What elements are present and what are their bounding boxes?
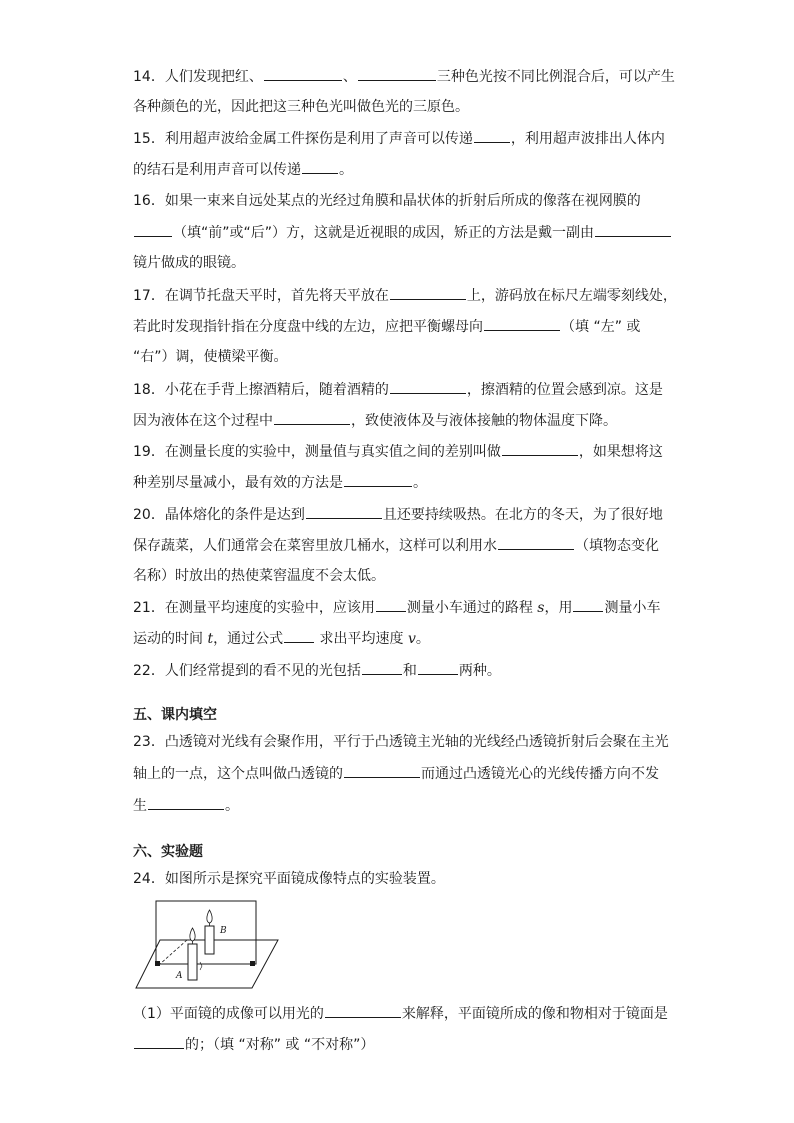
text: 测量小车: [604, 600, 661, 616]
question-14-line-2: [133, 97, 673, 117]
text: ，如果想将这: [578, 444, 663, 460]
answer-blank[interactable]: [344, 472, 412, 487]
question-21-line-2: [133, 628, 673, 649]
answer-blank[interactable]: [498, 535, 574, 550]
question-24-part-1-line-1: [133, 1003, 673, 1024]
text: 镜片做成的眼镜。: [133, 255, 245, 271]
text: 17．在调节托盘天平时，首先将天平放在: [133, 288, 389, 304]
text: ，擦酒精的位置会感到凉。这是: [466, 382, 663, 398]
text: 因为液体在这个过程中: [133, 413, 273, 429]
section-heading-5: [133, 705, 673, 725]
text: 。: [225, 798, 239, 814]
text: ，利用超声波排出人体内: [510, 131, 665, 147]
text: （填物态变化: [575, 538, 659, 554]
text: 若此时发现指针指在分度盘中线的左边，应把平衡螺母向: [133, 319, 483, 335]
question-22-line-1: [133, 660, 673, 681]
text: 生: [133, 798, 147, 814]
candle-a: [188, 944, 197, 980]
answer-blank[interactable]: [573, 597, 603, 612]
text: 16．如果一束来自远处某点的光经过角膜和晶状体的折射后所成的像落在视网膜的: [133, 193, 641, 209]
text: 运动的时间: [133, 631, 203, 647]
plane-mirror-apparatus-figure: [132, 896, 282, 992]
text: 三种色光按不同比例混合后，可以产生: [436, 69, 675, 85]
answer-blank[interactable]: [325, 1003, 401, 1018]
question-17-line-2: [133, 316, 673, 337]
candle-b: [205, 926, 214, 954]
answer-blank[interactable]: [148, 795, 224, 810]
text: 各种颜色的光，因此把这三种色光叫做色光的三原色。: [133, 99, 469, 115]
question-17-line-3: [133, 347, 673, 367]
right-clamp: [250, 961, 255, 966]
answer-blank[interactable]: [264, 66, 342, 81]
answer-blank[interactable]: [134, 222, 172, 237]
answer-blank[interactable]: [390, 379, 466, 394]
text: 22．人们经常提到的看不见的光包括: [133, 663, 361, 679]
text: 23．凸透镜对光线有会聚作用，平行于凸透镜主光轴的光线经凸透镜折射后会聚在主光: [133, 734, 669, 750]
text: （1）平面镜的成像可以用光的: [133, 1006, 324, 1022]
text: 的结石是利用声音可以传递: [133, 162, 301, 178]
question-16-line-3: [133, 253, 673, 273]
text: 15．利用超声波给金属工件探伤是利用了声音可以传递: [133, 131, 473, 147]
question-17-line-1: [133, 285, 677, 306]
answer-blank[interactable]: [344, 763, 420, 778]
text: 24．如图所示是探究平面镜成像特点的实验装置。: [133, 871, 445, 887]
question-14-line-1: [133, 66, 673, 87]
variable-v: v: [408, 631, 416, 647]
answer-blank[interactable]: [418, 660, 458, 675]
left-clamp: [155, 961, 160, 966]
text: 上，游码放在标尺左端零刻线处，: [466, 288, 677, 304]
answer-blank[interactable]: [474, 128, 510, 143]
text: 而通过凸透镜光心的光线传播方向不发: [421, 766, 659, 782]
text: 20．晶体熔化的条件是达到: [133, 507, 305, 523]
variable-s: s: [537, 600, 545, 616]
question-24-part-1-line-2: [133, 1034, 673, 1055]
label-a: A: [176, 971, 183, 981]
text: 种差别尽量减小，最有效的方法是: [133, 475, 343, 491]
text: ，用: [544, 600, 573, 616]
text: （填“前”或“后”）方，这就是近视眼的成因，矫正的方法是戴一副由: [173, 225, 595, 241]
candle-b-flame: [207, 910, 212, 923]
text: 、: [342, 69, 357, 85]
text: 求出平均速度: [319, 631, 404, 647]
answer-blank[interactable]: [502, 441, 578, 456]
text: 测量小车通过的路程: [406, 600, 533, 616]
text: ，通过公式: [213, 631, 284, 647]
text: 轴上的一点，这个点叫做凸透镜的: [133, 766, 343, 782]
text: 来解释，平面镜所成的像和物相对于镜面是: [401, 1006, 668, 1022]
question-20-line-2: [133, 535, 673, 556]
answer-blank[interactable]: [484, 316, 560, 331]
text: 六、实验题: [133, 844, 203, 860]
question-15-line-2: [133, 159, 673, 180]
answer-blank[interactable]: [306, 504, 382, 519]
reflection-mark: [200, 962, 202, 970]
text: 的；（填 “对称” 或 “不对称”）: [185, 1037, 375, 1053]
answer-blank[interactable]: [274, 410, 350, 425]
text: 五、课内填空: [133, 707, 217, 723]
question-21-line-1: [133, 597, 673, 618]
question-23-line-3: [133, 795, 673, 816]
answer-blank[interactable]: [376, 597, 406, 612]
text: 。: [415, 631, 430, 647]
question-23-line-2: [133, 763, 673, 784]
text: 19．在测量长度的实验中，测量值与真实值之间的差别叫做: [133, 444, 501, 460]
label-b: B: [220, 926, 227, 936]
text: ，致使液体及与液体接触的物体温度下降。: [351, 413, 617, 429]
text: “右”）调，使横梁平衡。: [133, 349, 288, 365]
question-20-line-3: [133, 566, 673, 586]
text: 。: [339, 162, 353, 178]
answer-blank[interactable]: [284, 628, 314, 643]
question-19-line-2: [133, 472, 673, 493]
text: 且还要持续吸热。在北方的冬天，为了很好地: [382, 507, 663, 523]
text: （填 “左” 或: [561, 319, 641, 335]
text: 21．在测量平均速度的实验中，应该用: [133, 600, 375, 616]
question-24-line-1: [133, 869, 673, 889]
text: 。: [413, 475, 427, 491]
text: 保存蔬菜，人们通常会在菜窖里放几桶水，这样可以利用水: [133, 538, 497, 554]
section-heading-6: [133, 842, 673, 862]
question-16-line-2: [133, 222, 673, 243]
question-16-line-1: [133, 191, 673, 211]
answer-blank[interactable]: [362, 660, 402, 675]
question-19-line-1: [133, 441, 673, 462]
text: 两种。: [458, 663, 501, 679]
question-23-line-1: [133, 732, 673, 752]
answer-blank[interactable]: [134, 1034, 184, 1049]
answer-blank[interactable]: [390, 285, 466, 300]
text: 名称）时放出的热使菜窖温度不会太低。: [133, 568, 385, 584]
answer-blank[interactable]: [595, 222, 671, 237]
answer-blank[interactable]: [302, 159, 338, 174]
answer-blank[interactable]: [358, 66, 436, 81]
question-18-line-2: [133, 410, 673, 431]
question-18-line-1: [133, 379, 673, 400]
text: 18．小花在手背上擦酒精后，随着酒精的: [133, 382, 389, 398]
variable-t: t: [207, 631, 214, 647]
question-15-line-1: [133, 128, 673, 149]
candle-a-flame: [190, 928, 195, 941]
text: 14．人们发现把红、: [133, 69, 263, 85]
hidden-edge: [160, 940, 187, 964]
question-20-line-1: [133, 504, 673, 525]
text: 和: [402, 663, 417, 679]
